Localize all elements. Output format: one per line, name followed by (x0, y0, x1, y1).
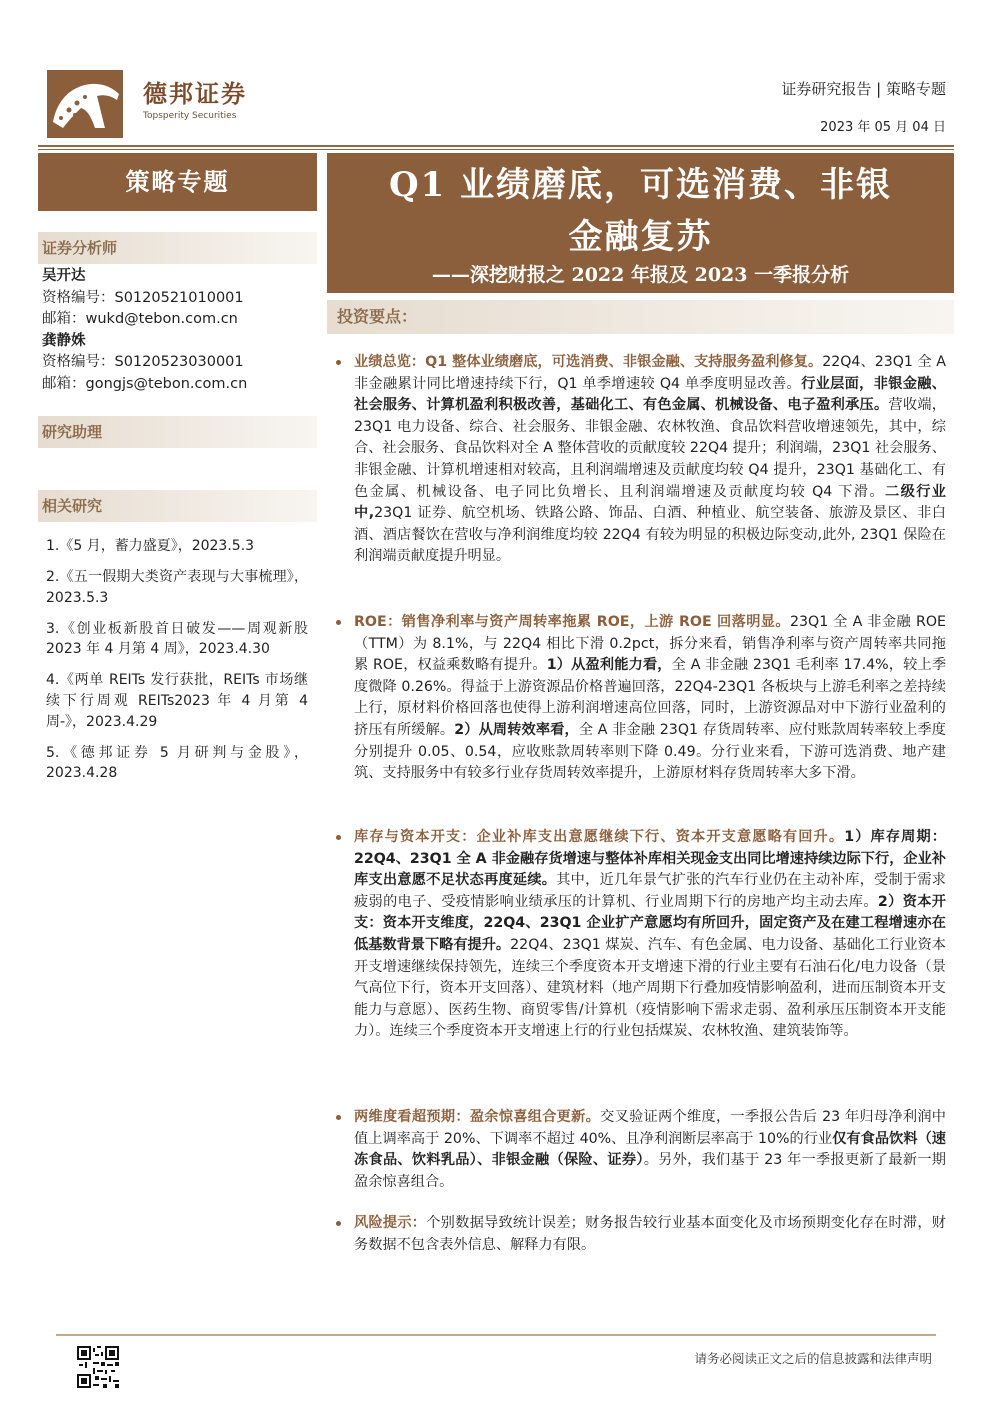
related-research-item[interactable]: 2.《五一假期大类资产表现与大事梳理》，2023.5.3 (46, 569, 308, 606)
key-point-text: 个别数据导致统计误差；财务报告较行业基本面变化及市场预期变化存在时滞，财务数据不包含表外信息、解释力有限。 (354, 1215, 946, 1253)
key-point-text: 23Q1 证券、航空机场、铁路公路、饰品、白酒、种植业、航空装备、旅游及景区、非白酒、酒店餐饮在营收与净利润维度均较 22Q4 有较为明显的积极边际变动,此外, 23Q1 保险在利润端贡献度提升明显。 (354, 505, 946, 565)
qr-code-icon (77, 1346, 119, 1388)
report-subtitle: ——深挖财报之 2022 年报及 2023 一季报分析 (431, 264, 850, 286)
key-point-surprise (336, 1107, 946, 1193)
key-point-heading: 两维度看超预期：盈余惊喜组合更新。 (354, 1109, 601, 1125)
key-point-bold: 2）资本开支：资本开支维度，22Q4、23Q1 企业扩产意愿均有所回升，固定资产及在建工程增速亦在低基数背景下略有提升。 (354, 893, 946, 953)
key-point-text: 其中，近几年景气扩张的汽车行业仍在主动补库，受制于需求疲弱的电子、受疫情影响业绩承压的计算机、行业周期下行的房地产均主动去库。 (354, 872, 946, 910)
key-point-text: 23Q1 全 A 非金融 ROE（TTM）为 8.1%，与 22Q4 相比下滑 0.2pct，拆分来看，销售净利率与资产周转率共同拖累 ROE，权益乘数略有提升。 (354, 614, 946, 674)
key-point-bold: 1）库存周期：22Q4、23Q1 全 A 非金融存货增速与整体补库相关现金支出同比增速持续边际下行，企业补库支出意愿不足状态再度延续。 (354, 829, 946, 889)
key-point-bold: 仅有食品饮料（速冻食品、饮料乳品）、非银金融（保险、证券） (354, 1130, 946, 1169)
brand (143, 80, 303, 122)
bullet-icon (336, 1115, 341, 1120)
key-points-heading: 投资要点： (327, 300, 954, 334)
key-point-text: 全 A 非金融 23Q1 毛利率 17.4%，较上季度微降 0.26%。得益于上游资源品价格普遍回落，22Q4-23Q1 各板块与上游毛利率之差持续上行，原材料价格回落也使得上游利润增速高位回落，同时，上游资源品对中下游行业盈利的挤压有所缓解。 (354, 657, 947, 738)
category-label: 策略专题 (38, 153, 317, 211)
key-point-risk (336, 1213, 946, 1256)
key-point-bold: 行业层面，非银金融、社会服务、计算机盈利积极改善，基础化工、有色金属、机械设备、电子盈利承压。 (354, 375, 946, 414)
key-point-bold: 二级行业中, (354, 483, 946, 522)
report-date: 2023 年 05 月 04 日 (820, 120, 946, 135)
analyst-cert: 资格编号：S0120523030001 (42, 354, 244, 370)
related-heading: 相关研究 (38, 490, 317, 522)
key-point-text: 交叉验证两个维度，一季报公告后 23 年归母净利润中值上调率高于 20%、下调率不超过 40%、且净利润断层率高于 10%的行业 (354, 1109, 946, 1147)
analyst-name: 龚静姝 (42, 332, 86, 349)
key-point-heading: 业绩总览：Q1 整体业绩磨底，可选消费、非银金融、支持服务盈利修复。 (354, 354, 823, 370)
key-point-text: 。另外，我们基于 23 年一季报更新了最新一期盈余惊喜组合。 (354, 1152, 946, 1190)
related-research-item[interactable]: 5.《德邦证券 5 月研判与金股》，2023.4.28 (46, 744, 308, 782)
key-point-heading: 库存与资本开支：企业补库支出意愿继续下行、资本开支意愿略有回升。 (354, 829, 845, 845)
report-title (327, 153, 954, 263)
disclaimer-note: 请务必阅读正文之后的信息披露和法律声明 (694, 1351, 932, 1366)
report-title-line1: Q1 业绩磨底，可选消费、非银 (388, 165, 893, 205)
report-title-line2: 金融复苏 (568, 217, 713, 257)
analyst-cert: 资格编号：S0120521010001 (42, 289, 244, 306)
analyst-heading: 证券分析师 (38, 232, 317, 264)
leopard-logo-icon (47, 70, 123, 138)
related-research-list (46, 536, 308, 794)
header-divider (38, 145, 954, 147)
header-divider-thin (38, 149, 954, 150)
footer-divider (56, 1334, 936, 1336)
bullet-icon (336, 1221, 341, 1226)
key-point-text: 22Q4、23Q1 全 A 非金融累计同比增速持续下行，Q1 单季增速较 Q4 单季度明显改善。 (354, 354, 947, 392)
analyst-email[interactable]: 邮箱：wukd@tebon.com.cn (42, 311, 238, 327)
related-research-item[interactable]: 1.《5 月，蓄力盛夏》，2023.5.3 (46, 538, 255, 554)
key-point-inventory-capex (336, 827, 946, 1043)
title-box (327, 153, 954, 293)
brand-name-cn: 德邦证券 (143, 80, 247, 108)
key-point-performance (336, 352, 946, 568)
key-point-heading: ROE：销售净利率与资产周转率拖累 ROE，上游 ROE 回落明显。 (354, 614, 790, 630)
analyst-email[interactable]: 邮箱：gongjs@tebon.com.cn (42, 375, 248, 392)
related-research-item[interactable]: 3.《创业板新股首日破发——周观新股 2023 年 4 月第 4 周》，2023.4.30 (46, 620, 308, 658)
key-point-text: 营收端，23Q1 电力设备、综合、社会服务、非银金融、农林牧渔、食品饮料营收增速领先，其中，综合、社会服务、食品饮料对全 A 整体营收的贡献度较 22Q4 提升；利润端，23Q1 社会服务、非银金融、计算机增速相对较高，且利润端增速及贡献度均较 Q4 提升，23Q1 基础化工、有色金属、机械设备、电子同比负增长、且利润端增速及贡献度均较 Q4 下滑。 (354, 397, 946, 500)
report-type: 证券研究报告 | 策略专题 (781, 80, 946, 98)
key-point-bold: 2）从周转效率看， (454, 721, 579, 738)
related-research-item[interactable]: 4.《两单 REITs 发行获批，REITs 市场继续下行周观 REITs2023 年 4 月第 4 周-》，2023.4.29 (46, 672, 308, 730)
key-point-roe (336, 612, 946, 785)
key-point-heading: 风险提示： (354, 1215, 427, 1231)
key-point-text: 全 A 非金融 23Q1 存货周转率、应付账款周转率较上季度分别提升 0.05、0.54，应收账款周转率则下降 0.49。分行业来看，下游可选消费、地产建筑、支持服务中有较多行业存货周转效率提升，上游原材料存货周转率大多下滑。 (354, 721, 946, 782)
key-point-text: 22Q4、23Q1 煤炭、汽车、有色金属、电力设备、基础化工行业资本开支增速继续保持领先，连续三个季度资本开支增速下滑的行业主要有石油石化/电力设备（景气高位下行，资本开支回落）、建筑材料（地产周期下行叠加疫情影响盈利，进而压制资本开支能力与意愿）、医药生物、商贸零售/计算机（疫情影响下需求走弱、盈利承压压制资本开支能力）。连续三个季度资本开支增速上行的行业包括煤炭、农林牧渔、建筑装饰等。 (354, 936, 946, 1040)
bullet-icon (336, 360, 341, 365)
key-point-bold: 1）从盈利能力看， (546, 657, 672, 674)
bullet-icon (336, 620, 341, 625)
assistant-heading: 研究助理 (38, 416, 317, 448)
analyst-list (42, 266, 312, 395)
brand-name-en: Topsperity Securities (143, 111, 237, 121)
bullet-icon (336, 835, 341, 840)
analyst-name: 吴开达 (42, 268, 86, 284)
